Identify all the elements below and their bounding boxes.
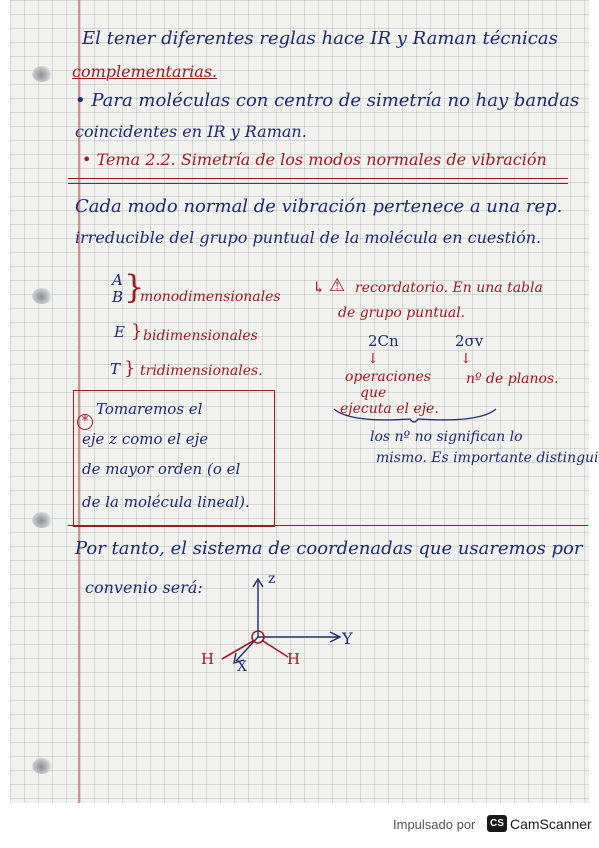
box-note-line-2: eje z como el eje bbox=[82, 430, 209, 448]
reminder-line-2: de grupo puntual. bbox=[338, 305, 466, 321]
binder-hole bbox=[32, 758, 52, 774]
axis-z-label: z bbox=[268, 571, 276, 587]
label-e: E bbox=[114, 323, 125, 341]
meaning-line-2: mismo. Es importante distingui bbox=[376, 450, 599, 466]
binder-hole bbox=[32, 288, 52, 304]
operations-line-1: operaciones bbox=[345, 369, 431, 385]
camscanner-logo-icon: CS bbox=[487, 815, 507, 832]
intro-line-2: complementarias. bbox=[72, 62, 218, 81]
meaning-line-1: los nº no significan lo bbox=[370, 429, 523, 445]
operations-line-3: ejecuta el eje. bbox=[340, 401, 439, 417]
binder-hole bbox=[32, 66, 52, 82]
label-ab: A B bbox=[112, 271, 124, 306]
box-note-line-3: de mayor orden (o el bbox=[82, 460, 241, 478]
topic-underline bbox=[68, 178, 568, 179]
coordinates-line-2: convenio será: bbox=[85, 578, 203, 597]
brace-ab: } bbox=[124, 268, 145, 306]
arrow-down-icon: ↓ bbox=[460, 351, 472, 367]
curly-bracket-underline bbox=[330, 405, 500, 429]
binder-hole bbox=[32, 512, 52, 528]
bidimensional-label: bidimensionales bbox=[143, 328, 258, 344]
box-note-line-4: de la molécula lineal). bbox=[82, 493, 250, 511]
camscanner-brand: CamScanner bbox=[510, 816, 592, 832]
label-t: T bbox=[110, 360, 121, 378]
paragraph-line-2: irreducible del grupo puntual de la molécula en cuestión. bbox=[75, 228, 542, 247]
brace-e: } bbox=[131, 321, 143, 342]
topic-underline bbox=[68, 183, 568, 184]
s2v-label: 2σv bbox=[455, 332, 484, 350]
brace-t: } bbox=[124, 358, 136, 379]
reminder-arrow: ↳ bbox=[312, 278, 326, 297]
star-marker-icon: * bbox=[77, 414, 93, 430]
planes-label: nº de planos. bbox=[466, 371, 559, 387]
coordinate-axes-diagram bbox=[190, 565, 370, 685]
paragraph-line-1: Cada modo normal de vibración pertenece a una rep. bbox=[75, 196, 563, 217]
coordinates-line-1: Por tanto, el sistema de coordenadas que usaremos por bbox=[75, 538, 583, 559]
hydrogen-right-label: H bbox=[287, 650, 301, 668]
topic-heading: • Tema 2.2. Simetría de los modos normales de vibración bbox=[82, 150, 547, 169]
box-note-line-1: Tomaremos el bbox=[96, 400, 203, 418]
axis-x-label: X bbox=[237, 659, 247, 675]
c2n-label: 2Cn bbox=[368, 332, 399, 350]
section-divider bbox=[68, 525, 588, 526]
axis-y-label: Y bbox=[342, 629, 353, 648]
bullet-symmetry-center: • Para moléculas con centro de simetría no hay bandas bbox=[75, 90, 580, 111]
tridimensional-label: tridimensionales. bbox=[140, 363, 263, 379]
powered-by-text: Impulsado por bbox=[393, 817, 476, 832]
arrow-down-icon: ↓ bbox=[367, 351, 379, 367]
bullet-symmetry-center-cont: coincidentes en IR y Raman. bbox=[75, 122, 307, 141]
operations-line-2: que bbox=[360, 385, 387, 401]
warning-icon: ⚠ bbox=[329, 275, 346, 296]
monodimensional-label: monodimensionales bbox=[140, 289, 281, 305]
intro-line-1: El tener diferentes reglas hace IR y Raman técnicas bbox=[82, 28, 558, 49]
reminder-line-1: recordatorio. En una tabla bbox=[355, 280, 543, 296]
hydrogen-left-label: H bbox=[201, 650, 215, 668]
